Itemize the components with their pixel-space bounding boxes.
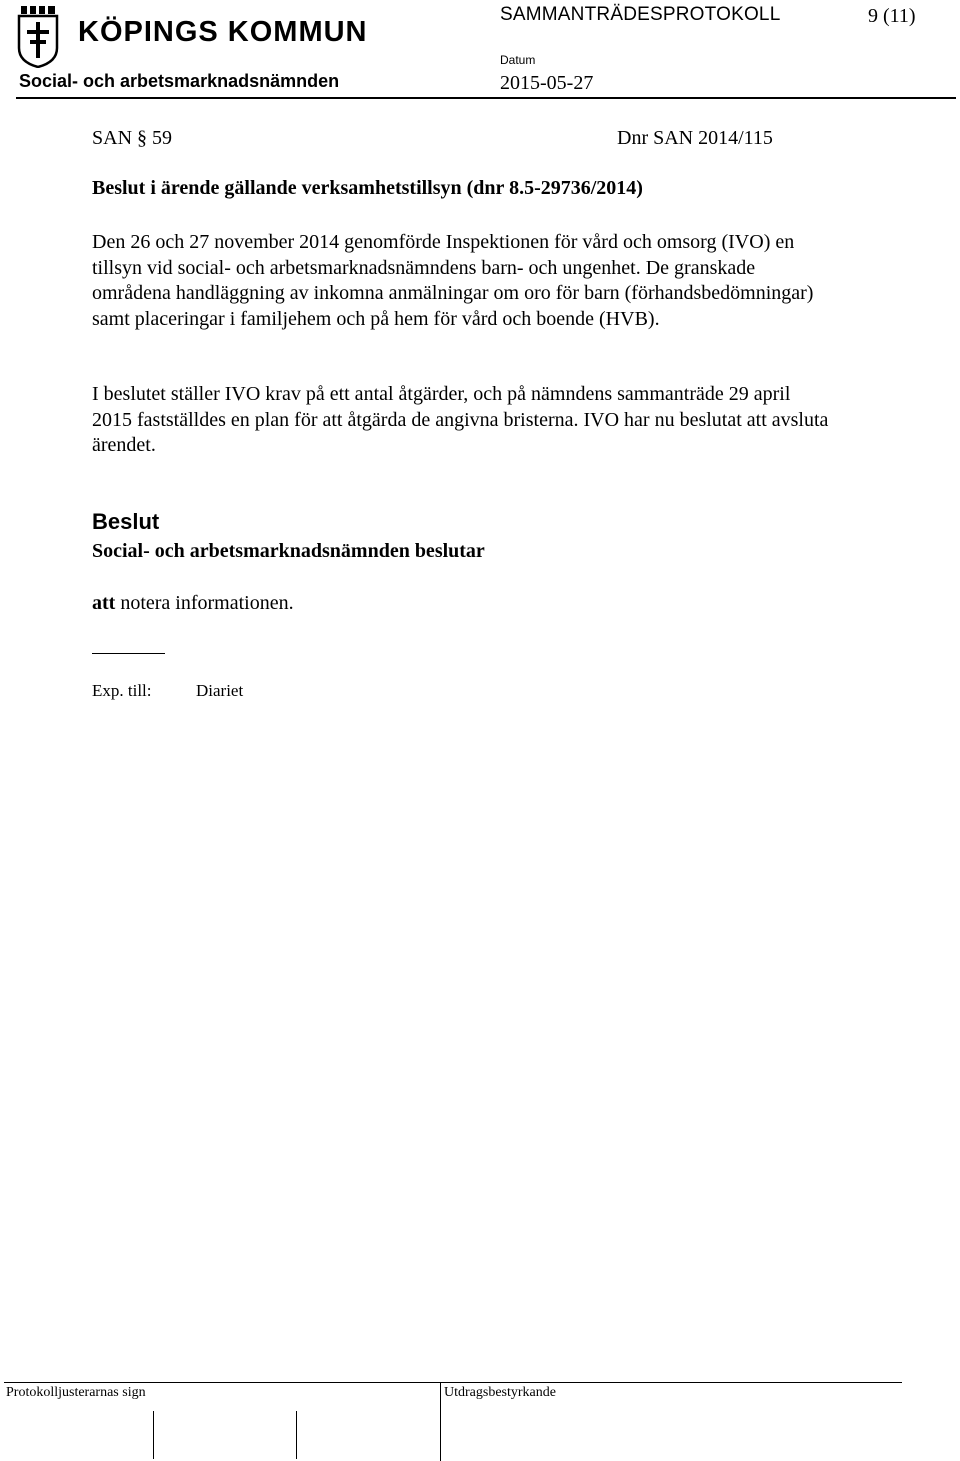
paragraph-reference: SAN § 59 <box>92 127 173 149</box>
decision-heading: Beslut <box>92 509 160 534</box>
distribution-label: Exp. till: <box>92 681 152 700</box>
signature-label: Protokolljusterarnas sign <box>6 1385 146 1400</box>
body-paragraph: Den 26 och 27 november 2014 genomförde Inspektionen för vård och omsorg (IVO) en tillsyn vid social- och arbetsmarknadsnämndens barn- och ungenhet. De granskade områdena handläggning av inkomna anmälningar om oro för barn (förhandsbedömningar) samt placeringar i familjehem och på hem för vård och boende (HVB). <box>92 231 814 330</box>
page-number: 9 (11) <box>868 5 916 27</box>
section-divider <box>92 653 165 654</box>
decision-text <box>92 592 294 615</box>
distribution-value: Diariet <box>196 681 244 700</box>
decision-body: notera informationen. <box>115 592 294 614</box>
item-heading: Beslut i ärende gällande verksamhetstillsyn (dnr 8.5-29736/2014) <box>92 177 643 199</box>
signature-box-divider <box>296 1411 297 1459</box>
municipality-logo <box>16 2 368 70</box>
header-divider <box>16 97 956 99</box>
body-paragraph: I beslutet ställer IVO krav på ett antal åtgärder, och på nämndens sammanträde 29 april 2015 fastställdes en plan för att åtgärda de angivna bristerna. IVO har nu beslutat att avsluta ärendet. <box>92 383 829 456</box>
meeting-date: 2015-05-27 <box>500 72 594 94</box>
logo-text: KÖPINGS KOMMUN <box>78 16 368 48</box>
document-type: SAMMANTRÄDESPROTOKOLL <box>500 4 781 25</box>
footer-divider <box>4 1382 902 1383</box>
certification-label: Utdragsbestyrkande <box>444 1385 556 1400</box>
decision-att: att <box>92 592 116 614</box>
case-number: Dnr SAN 2014/115 <box>617 127 773 149</box>
committee-name: Social- och arbetsmarknadsnämnden <box>19 71 340 91</box>
date-label: Datum <box>500 53 536 67</box>
signature-box-divider <box>153 1411 154 1459</box>
decision-subheading: Social- och arbetsmarknadsnämnden beslutar <box>92 540 485 562</box>
footer-column-divider <box>440 1382 441 1461</box>
coat-of-arms-icon <box>16 4 60 68</box>
